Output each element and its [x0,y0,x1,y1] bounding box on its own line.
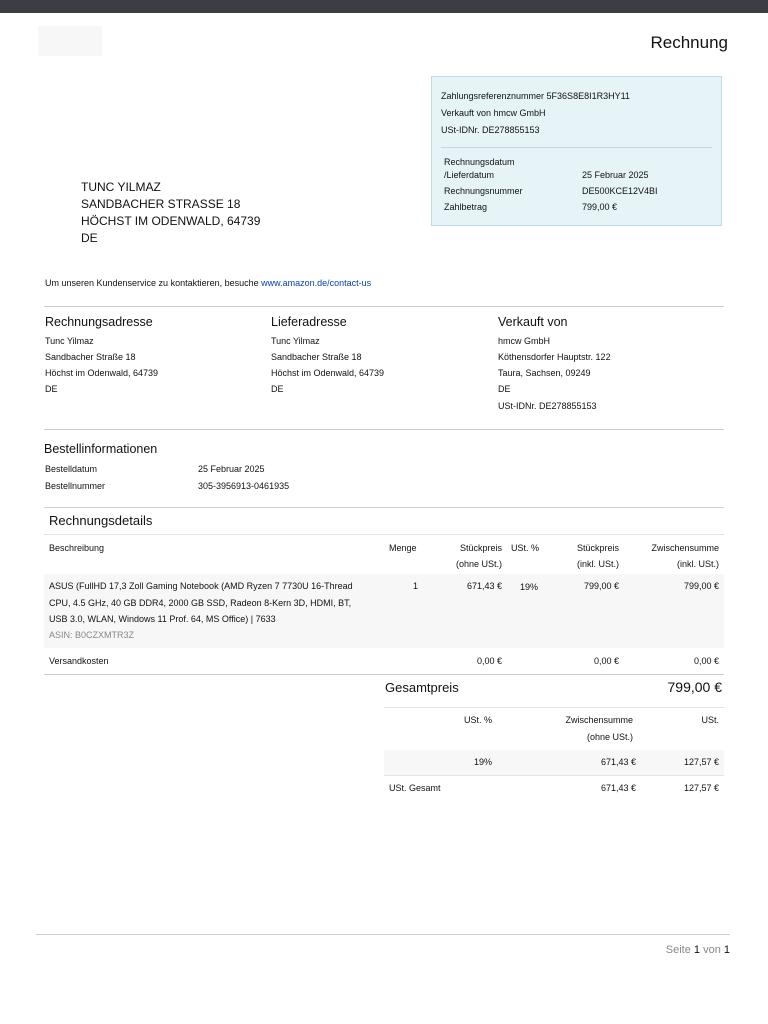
divider [44,674,724,675]
page-total: 1 [723,944,730,956]
sold-by-line: Verkauft von hmcw GmbH [441,108,546,118]
recipient-name: TUNC YILMAZ [81,180,161,194]
invoice-date-label-1: Rechnungsdatum [444,157,515,167]
item-description-2: CPU, 4.5 GHz, 40 GB DDR4, 2000 GB SSD, Radeon 8-Kern 3D, HDMI, BT, [49,598,352,608]
col-description: Beschreibung [49,543,105,553]
logo-placeholder [38,26,102,56]
divider [44,429,724,430]
billing-address-title: Rechnungsadresse [45,315,153,329]
seller-street: Köthensdorfer Hauptstr. 122 [498,352,611,362]
divider [384,775,724,776]
item-unit-gross: 799,00 € [583,581,619,591]
vat-col-subtotal-2: (ohne USt.) [586,732,633,742]
recipient-city: HÖCHST IM ODENWALD, 64739 [81,214,261,228]
order-date-label: Bestelldatum [45,464,98,474]
vat-col-amount: USt. [701,715,719,725]
col-quantity: Menge [389,543,417,553]
item-unit-net: 671,43 € [466,581,502,591]
total-label: Gesamtpreis [385,680,459,695]
shipping-subtotal: 0,00 € [693,656,719,666]
col-unit-gross-1: Stückpreis [576,543,619,553]
vat-total-amount: 127,57 € [683,783,719,793]
shipping-unit-gross: 0,00 € [593,656,619,666]
order-number-label: Bestellnummer [45,481,106,491]
page-current: 1 [693,944,701,956]
invoice-number-value: DE500KCE12V4BI [582,186,658,196]
col-vat: USt. % [511,543,540,553]
vat-total-subtotal: 671,43 € [600,783,636,793]
contact-text: Um unseren Kundenservice zu kontaktieren, besuche [45,278,262,288]
col-unit-net-1: Stückpreis [459,543,502,553]
amount-due-value: 799,00 € [582,202,618,212]
vat-col-subtotal-1: Zwischensumme [565,715,633,725]
invoice-date-label-2: /Lieferdatum [444,170,495,180]
col-unit-gross-2: (inkl. USt.) [576,559,619,569]
order-date-value: 25 Februar 2025 [198,464,265,474]
vat-col-rate: USt. % [463,715,492,725]
invoice-info-box [431,76,722,226]
divider [44,507,724,508]
vat-id-line: USt-IDNr. DE278855153 [441,125,540,135]
page-of: von [700,944,724,956]
divider [44,306,724,307]
item-asin: ASIN: B0CZXMTR3Z [49,630,135,640]
seller-city: Taura, Sachsen, 09249 [498,368,591,378]
divider [384,707,724,708]
amount-due-label: Zahlbetrag [444,202,488,212]
order-number-value: 305-3956913-0461935 [198,481,290,491]
item-quantity: 1 [413,581,419,591]
info-divider [441,147,712,148]
invoice-details-title: Rechnungsdetails [49,513,153,528]
invoice-number-label: Rechnungsnummer [444,186,523,196]
invoice-date-value: 25 Februar 2025 [582,170,649,180]
payment-reference: Zahlungsreferenznummer 5F36S8E8I1R3HY11 [441,91,630,101]
col-subtotal-2: (inkl. USt.) [676,559,719,569]
seller-country: DE [498,384,511,394]
shipping-cost-label: Versandkosten [49,656,109,666]
top-bar [0,0,768,13]
col-subtotal-1: Zwischensumme [651,543,719,553]
divider [44,534,724,535]
seller-title: Verkauft von [498,315,568,329]
billing-city: Höchst im Odenwald, 64739 [45,368,159,378]
footer-divider [36,934,730,935]
order-info-title: Bestellinformationen [44,442,158,456]
seller-vat-id: USt-IDNr. DE278855153 [498,401,597,411]
item-description-3: USB 3.0, WLAN, Windows 11 Prof. 64, MS Office) | 7633 [49,614,276,624]
shipping-unit-net: 0,00 € [476,656,502,666]
item-subtotal: 799,00 € [683,581,719,591]
item-description-1: ASUS (FullHD 17,3 Zoll Gaming Notebook (AMD Ryzen 7 7730U 16-Thread [49,581,353,591]
contact-notice [45,278,371,288]
recipient-country: DE [81,231,98,245]
vat-row-rate: 19% [473,757,492,767]
billing-name: Tunc Yilmaz [45,336,94,346]
recipient-street: SANDBACHER STRASSE 18 [81,197,241,211]
vat-total-label: USt. Gesamt [389,783,441,793]
page-indicator [666,944,730,956]
vat-row [384,750,724,775]
document-title: Rechnung [650,33,728,52]
total-value: 799,00 € [667,679,722,695]
billing-country: DE [45,384,58,394]
billing-street: Sandbacher Straße 18 [45,352,136,362]
page-prefix: Seite [665,944,694,956]
shipping-name: Tunc Yilmaz [271,336,320,346]
contact-link[interactable]: www.amazon.de/contact-us [261,278,372,288]
vat-row-subtotal: 671,43 € [600,757,636,767]
item-vat: 19% [520,582,539,592]
col-unit-net-2: (ohne USt.) [455,559,502,569]
shipping-street: Sandbacher Straße 18 [271,352,362,362]
shipping-city: Höchst im Odenwald, 64739 [271,368,385,378]
shipping-country: DE [271,384,284,394]
vat-row-amount: 127,57 € [683,757,719,767]
shipping-address-title: Lieferadresse [271,315,347,329]
seller-name: hmcw GmbH [498,336,551,346]
